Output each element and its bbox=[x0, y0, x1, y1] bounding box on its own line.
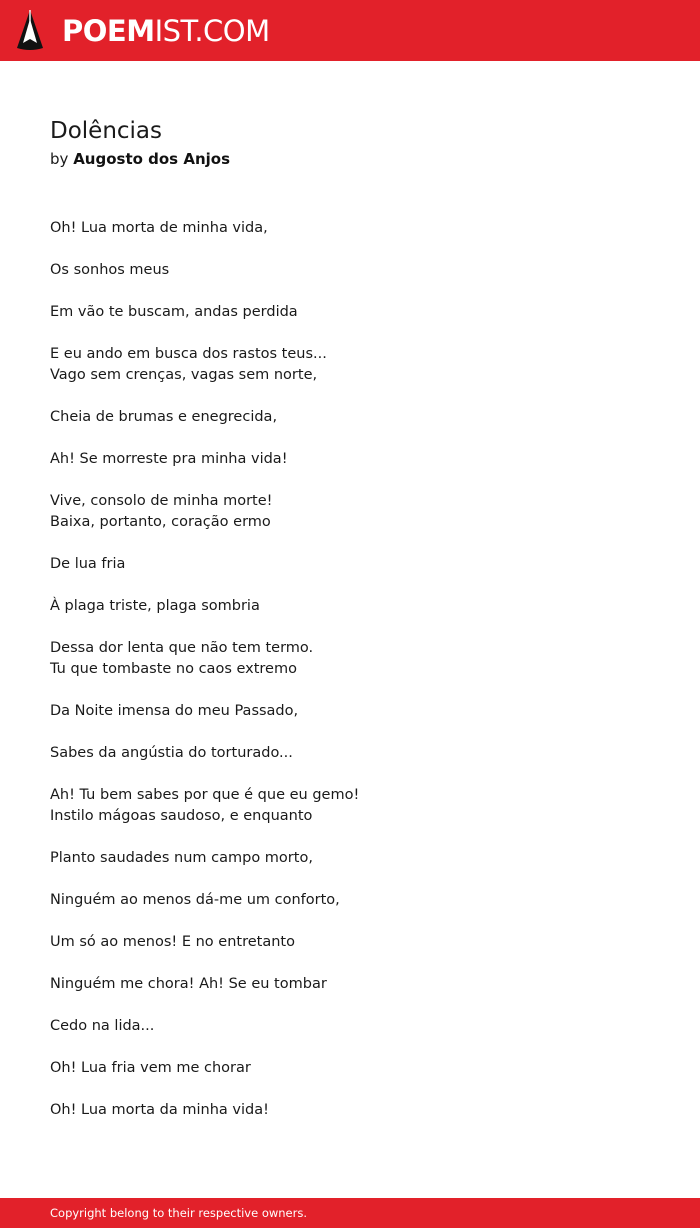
stanza bbox=[50, 491, 650, 533]
stanza bbox=[50, 743, 650, 764]
poem-line: Planto saudades num campo morto, bbox=[50, 850, 313, 866]
stanza bbox=[50, 638, 650, 680]
stanza bbox=[50, 932, 650, 953]
byline bbox=[50, 148, 230, 170]
stanza bbox=[50, 1100, 650, 1121]
poem-line: Cheia de brumas e enegrecida, bbox=[50, 409, 278, 425]
poem-line: Vive, consolo de minha morte! bbox=[50, 493, 273, 509]
by-label: by bbox=[50, 150, 69, 168]
logo-name-light: IST.COM bbox=[154, 14, 270, 48]
author-link[interactable]: Augosto dos Anjos bbox=[73, 150, 230, 168]
stanza bbox=[50, 848, 650, 869]
poem-line: Oh! Lua morta da minha vida! bbox=[50, 1102, 269, 1118]
poem-line: Instilo mágoas saudoso, e enquanto bbox=[50, 808, 313, 824]
stanza bbox=[50, 407, 650, 428]
stanza bbox=[50, 890, 650, 911]
stanza bbox=[50, 974, 650, 995]
poem-line: Os sonhos meus bbox=[50, 262, 170, 278]
poem-line: De lua fria bbox=[50, 556, 126, 572]
poem-line: Da Noite imensa do meu Passado, bbox=[50, 703, 299, 719]
stanza bbox=[50, 785, 650, 827]
stanza bbox=[50, 554, 650, 575]
site-logo[interactable] bbox=[62, 11, 270, 51]
poem-line: Sabes da angústia do torturado... bbox=[50, 745, 293, 761]
poem-line: Vago sem crenças, vagas sem norte, bbox=[50, 367, 318, 383]
poem-line: Em vão te buscam, andas perdida bbox=[50, 304, 298, 320]
poem-line: Oh! Lua fria vem me chorar bbox=[50, 1060, 251, 1076]
stanza bbox=[50, 596, 650, 617]
poem-title: Dolências bbox=[50, 118, 163, 144]
stanza bbox=[50, 701, 650, 722]
stanza bbox=[50, 260, 650, 281]
poem-line: À plaga triste, plaga sombria bbox=[50, 598, 260, 614]
site-footer bbox=[0, 1198, 700, 1228]
poem-line: Tu que tombaste no caos extremo bbox=[50, 661, 297, 677]
stanza bbox=[50, 1058, 650, 1079]
stanza bbox=[50, 218, 650, 239]
pen-nib-icon[interactable] bbox=[16, 9, 44, 51]
logo-name-bold: POEM bbox=[62, 14, 155, 48]
stanza bbox=[50, 449, 650, 470]
poem-line: Cedo na lida... bbox=[50, 1018, 155, 1034]
poem-line: Ah! Tu bem sabes por que é que eu gemo! bbox=[50, 787, 360, 803]
site-header bbox=[0, 0, 700, 61]
poem-line: Baixa, portanto, coração ermo bbox=[50, 514, 271, 530]
stanza bbox=[50, 344, 650, 386]
copyright-text: Copyright belong to their respective owners. bbox=[50, 1206, 308, 1220]
poem-line: Ninguém ao menos dá-me um conforto, bbox=[50, 892, 340, 908]
stanza bbox=[50, 302, 650, 323]
poem-line: Oh! Lua morta de minha vida, bbox=[50, 220, 268, 236]
poem-line: Ninguém me chora! Ah! Se eu tombar bbox=[50, 976, 327, 992]
poem-line: Ah! Se morreste pra minha vida! bbox=[50, 451, 288, 467]
poem-line: E eu ando em busca dos rastos teus... bbox=[50, 346, 327, 362]
poem-body bbox=[50, 218, 650, 1142]
poem-line: Um só ao menos! E no entretanto bbox=[50, 934, 295, 950]
stanza bbox=[50, 1016, 650, 1037]
poem-line: Dessa dor lenta que não tem termo. bbox=[50, 640, 314, 656]
